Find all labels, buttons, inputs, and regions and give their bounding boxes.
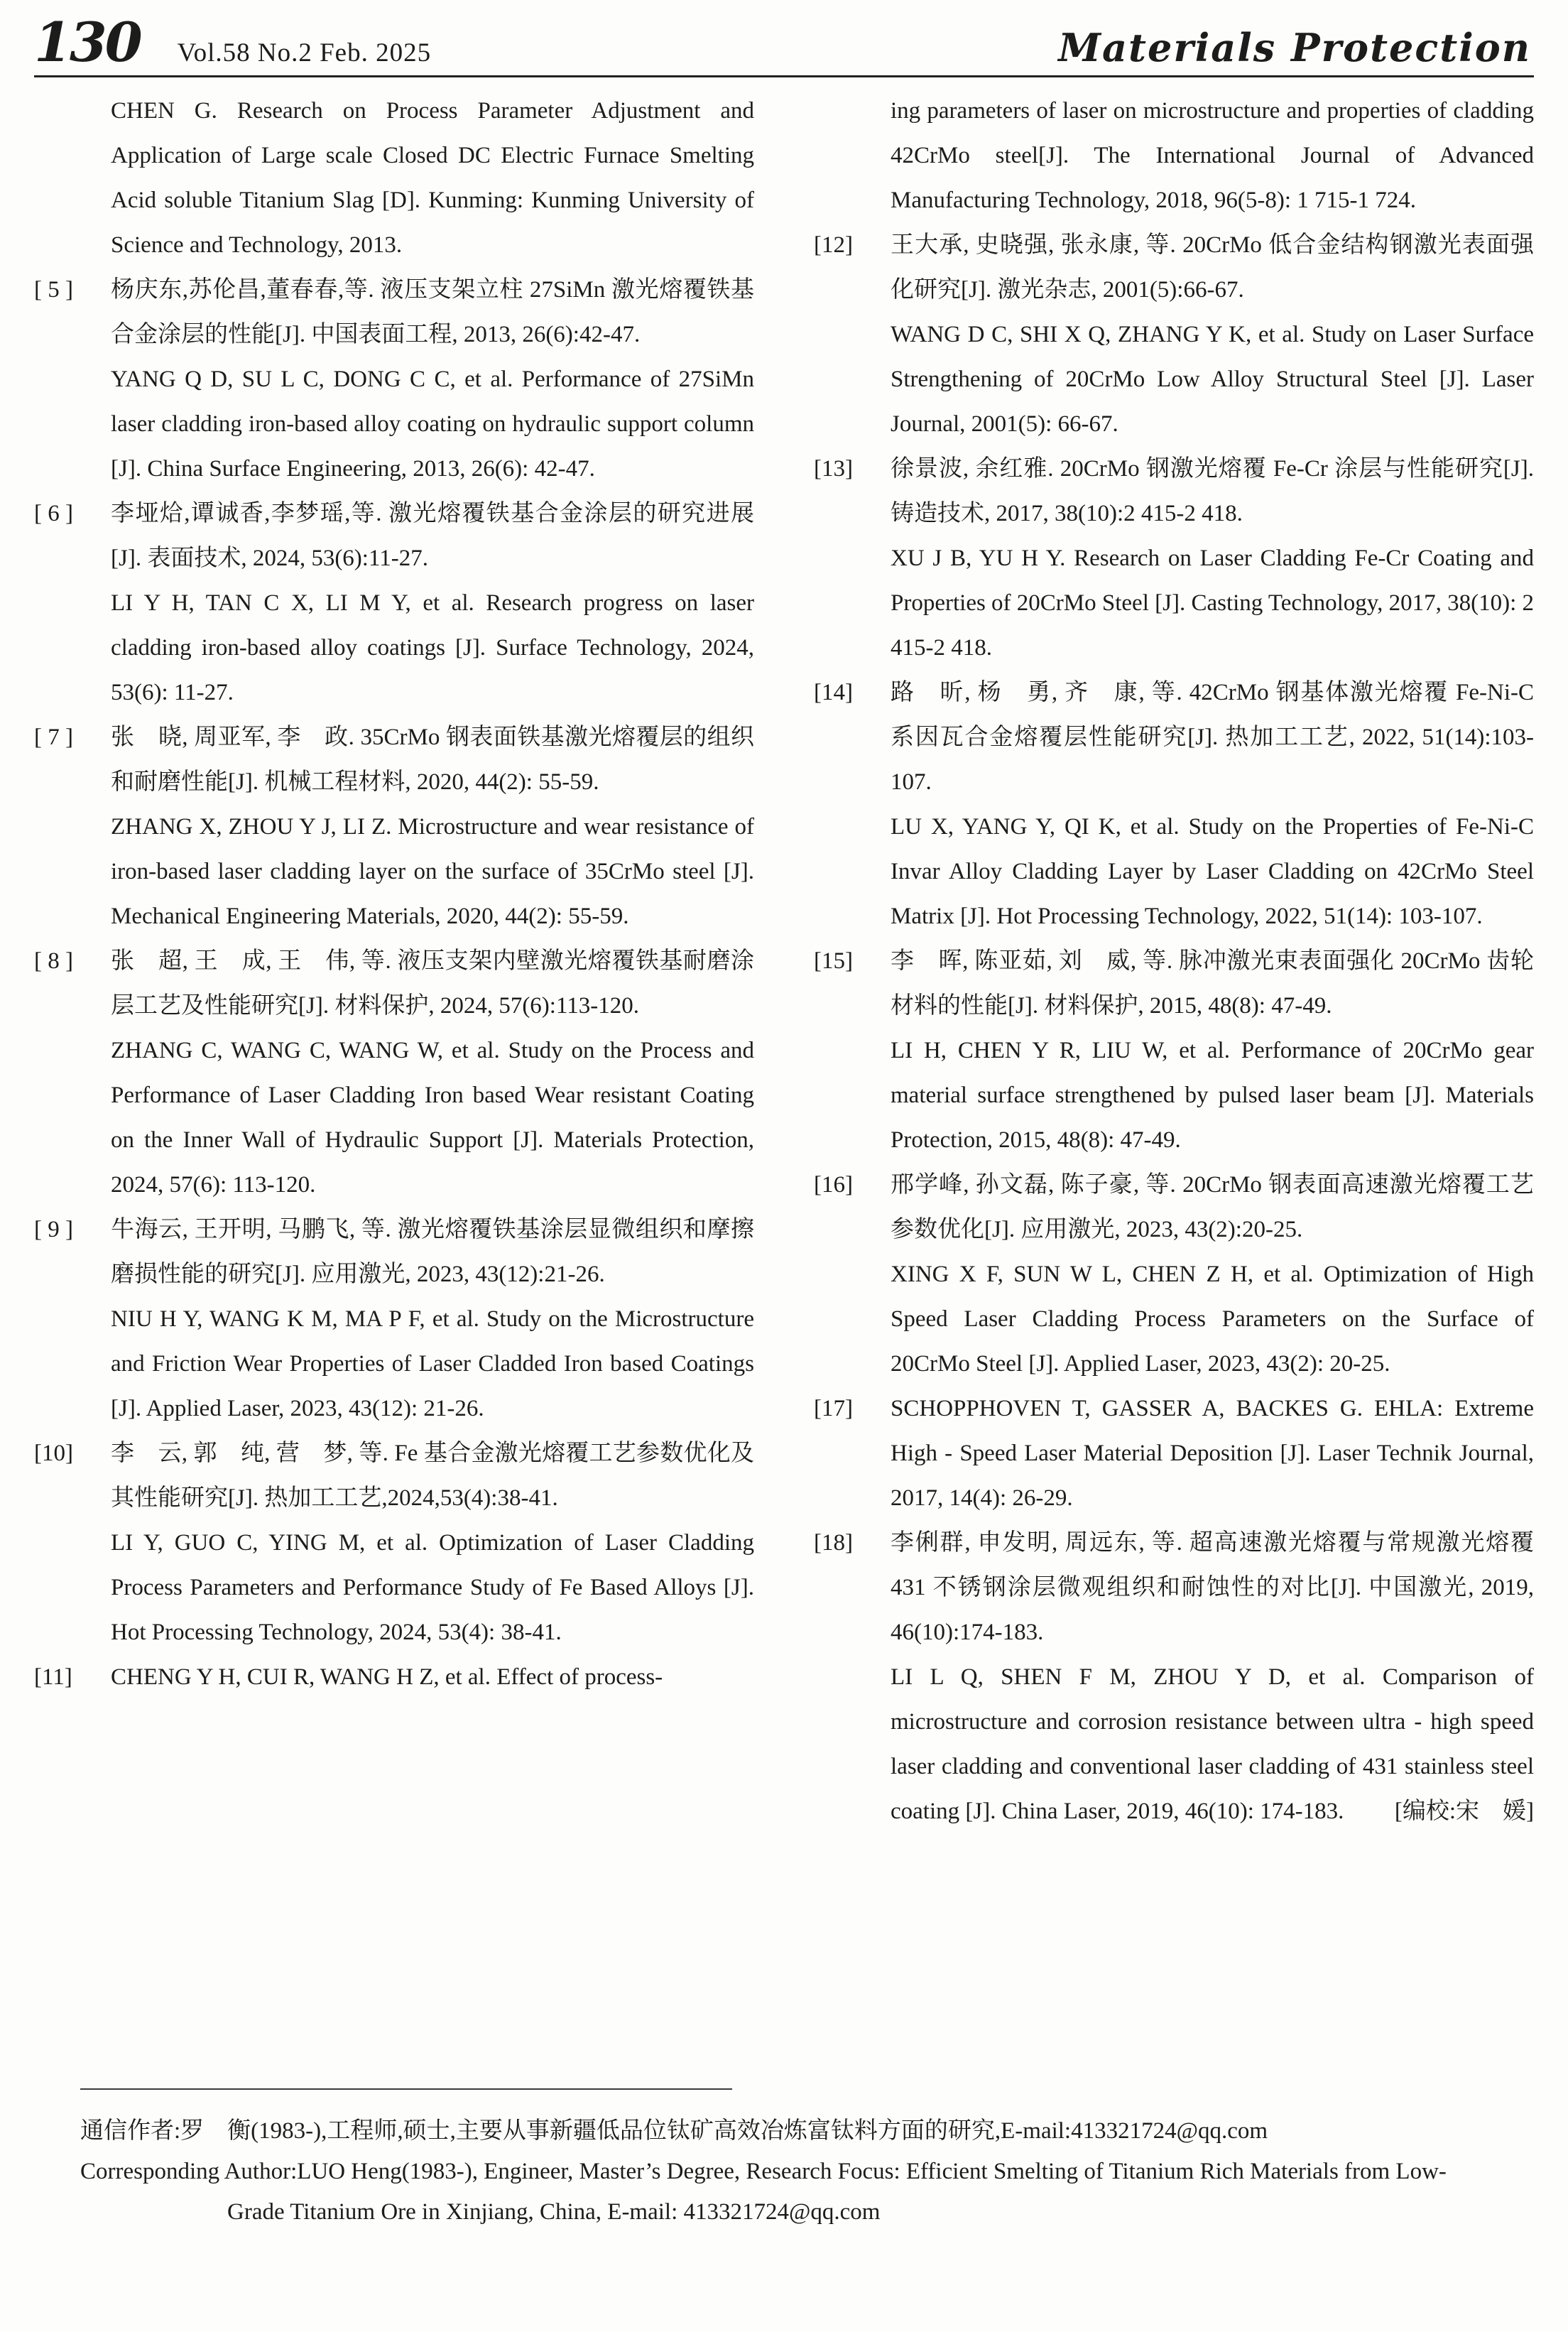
- reference-text: LI Y H, TAN C X, LI M Y, et al. Research progress on laser cladding iron-based alloy coatings [J]. Surface Technology, 2024, 53(6): 11-27.: [111, 590, 754, 705]
- reference-body: [111, 939, 754, 1029]
- page-number: 130: [34, 11, 141, 74]
- reference-text: LI L Q, SHEN F M, ZHOU Y D, et al. Comparison of microstructure and corrosion resistance between ultra - high speed laser cladding and conventional laser cladding of 431 stainless steel coating [J]. China Laser, 2019, 46(10): 174-183.: [891, 1664, 1534, 1824]
- reference-entry: [814, 1521, 1534, 1655]
- reference-text: YANG Q D, SU L C, DONG C C, et al. Performance of 27SiMn laser cladding iron-based alloy coating on hydraulic support column [J]. China Surface Engineering, 2013, 26(6): 42-47.: [111, 367, 754, 482]
- reference-text: 杨庆东,苏伦昌,董春春,等. 液压支架立柱 27SiMn 激光熔覆铁基合金涂层的性能[J]. 中国表面工程, 2013, 26(6):42-47.: [111, 277, 754, 347]
- reference-number: [18]: [814, 1530, 853, 1556]
- reference-entry: [814, 1163, 1534, 1252]
- reference-text: CHENG Y H, CUI R, WANG H Z, et al. Effect of process-: [111, 1664, 663, 1690]
- reference-body: [891, 671, 1534, 805]
- reference-body: [891, 1029, 1534, 1163]
- reference-body: [111, 1655, 754, 1700]
- reference-text: LU X, YANG Y, QI K, et al. Study on the Properties of Fe-Ni-C Invar Alloy Cladding Layer by Laser Cladding on 42CrMo Steel Matrix [J]. Hot Processing Technology, 2022, 51(14): 103-107.: [891, 814, 1534, 929]
- reference-body: [891, 1252, 1534, 1387]
- reference-text: 李 云, 郭 纯, 营 梦, 等. Fe 基合金激光熔覆工艺参数优化及其性能研究[J]. 热加工工艺,2024,53(4):38-41.: [111, 1441, 754, 1511]
- reference-body: [111, 715, 754, 805]
- reference-entry: [814, 671, 1534, 805]
- reference-text: 张 超, 王 成, 王 伟, 等. 液压支架内壁激光熔覆铁基耐磨涂层工艺及性能研究[J]. 材料保护, 2024, 57(6):113-120.: [111, 948, 754, 1019]
- reference-text: 张 晓, 周亚军, 李 政. 35CrMo 钢表面铁基激光熔覆层的组织和耐磨性能[J]. 机械工程材料, 2020, 44(2): 55-59.: [111, 725, 754, 795]
- reference-number: [ 9 ]: [34, 1217, 73, 1242]
- reference-body: [891, 313, 1534, 447]
- reference-body: [891, 447, 1534, 536]
- reference-entry: [34, 581, 754, 715]
- reference-number: [14]: [814, 680, 853, 705]
- reference-entry: [34, 1521, 754, 1655]
- reference-body: [891, 805, 1534, 939]
- reference-entry: [34, 1208, 754, 1297]
- reference-number: [ 8 ]: [34, 948, 73, 974]
- reference-text: ZHANG X, ZHOU Y J, LI Z. Microstructure and wear resistance of iron-based laser cladding layer on the surface of 35CrMo steel [J]. Mechanical Engineering Materials, 2020, 44(2): 55-59.: [111, 814, 754, 929]
- references-section: [34, 89, 1534, 1834]
- reference-entry: [814, 1252, 1534, 1387]
- reference-number: [12]: [814, 232, 853, 258]
- reference-entry: [814, 223, 1534, 313]
- reference-entry: [34, 939, 754, 1029]
- reference-number: [17]: [814, 1396, 853, 1421]
- page-header: [34, 11, 1534, 75]
- reference-text: 牛海云, 王开明, 马鹏飞, 等. 激光熔覆铁基涂层显微组织和摩擦磨损性能的研究[J]. 应用激光, 2023, 43(12):21-26.: [111, 1217, 754, 1287]
- reference-text: ing parameters of laser on microstructure and properties of cladding 42CrMo steel[J]. The International Journal of Advanced Manufacturing Technology, 2018, 96(5-8): 1 715-1 724.: [891, 98, 1534, 213]
- reference-body: [111, 805, 754, 939]
- reference-text: 邢学峰, 孙文磊, 陈子豪, 等. 20CrMo 钢表面高速激光熔覆工艺参数优化[J]. 应用激光, 2023, 43(2):20-25.: [891, 1172, 1534, 1242]
- page-footer: [80, 2088, 1484, 2233]
- reference-body: [111, 357, 754, 492]
- references-left-column: [34, 89, 754, 1834]
- reference-text: LI H, CHEN Y R, LIU W, et al. Performance of 20CrMo gear material surface strengthened by pulsed laser beam [J]. Materials Protection, 2015, 48(8): 47-49.: [891, 1038, 1534, 1153]
- references-right-column: [814, 89, 1534, 1834]
- reference-text: XING X F, SUN W L, CHEN Z H, et al. Optimization of High Speed Laser Cladding Process Parameters on the Surface of 20CrMo Steel [J]. Applied Laser, 2023, 43(2): 20-25.: [891, 1262, 1534, 1377]
- reference-number: [ 5 ]: [34, 277, 73, 303]
- reference-entry: [814, 536, 1534, 671]
- reference-number: [ 6 ]: [34, 501, 73, 526]
- corresponding-author-cn: 通信作者:罗 衡(1983-),工程师,硕士,主要从事新疆低品位钛矿高效冶炼富钛料方面的研究,E-mail:413321724@qq.com: [80, 2118, 1268, 2144]
- reference-entry: [34, 89, 754, 268]
- reference-number: [10]: [34, 1441, 73, 1466]
- reference-number: [11]: [34, 1664, 72, 1690]
- reference-entry: [34, 715, 754, 805]
- reference-text: 王大承, 史晓强, 张永康, 等. 20CrMo 低合金结构钢激光表面强化研究[J]. 激光杂志, 2001(5):66-67.: [891, 232, 1534, 303]
- reference-body: [111, 492, 754, 581]
- reference-entry: [814, 89, 1534, 223]
- reference-entry: [34, 268, 754, 357]
- reference-body: [111, 1521, 754, 1655]
- reference-number: [13]: [814, 456, 853, 482]
- reference-body: [891, 223, 1534, 313]
- reference-entry: [814, 939, 1534, 1029]
- reference-text: CHEN G. Research on Process Parameter Adjustment and Application of Large scale Closed DC Electric Furnace Smelting Acid soluble Titanium Slag [D]. Kunming: Kunming University of Science and Technology, 2013.: [111, 98, 754, 258]
- reference-entry: [814, 1387, 1534, 1521]
- reference-text: SCHOPPHOVEN T, GASSER A, BACKES G. EHLA: Extreme High - Speed Laser Material Deposition [J]. Laser Technik Journal, 2017, 14(4): 26-29.: [891, 1396, 1534, 1511]
- issue-info: Vol.58 No.2 Feb. 2025: [177, 38, 432, 67]
- reference-body: [891, 536, 1534, 671]
- reference-entry: [814, 313, 1534, 447]
- reference-body: [111, 268, 754, 357]
- corresponding-author-en: Corresponding Author:LUO Heng(1983-), Engineer, Master’s Degree, Research Focus: Efficient Smelting of Titanium Rich Materials from Low-Grade Titanium Ore in Xinjiang, China, E-mail: 413321724@qq.com: [80, 2159, 1447, 2225]
- journal-name: Materials Protection: [1058, 25, 1531, 70]
- reference-text: WANG D C, SHI X Q, ZHANG Y K, et al. Study on Laser Surface Strengthening of 20CrMo Low Alloy Structural Steel [J]. Laser Journal, 2001(5): 66-67.: [891, 322, 1534, 437]
- reference-entry: [34, 357, 754, 492]
- reference-number: [15]: [814, 948, 853, 974]
- editor-note: [编校:宋 媛]: [1394, 1799, 1534, 1824]
- reference-text: 路 昕, 杨 勇, 齐 康, 等. 42CrMo 钢基体激光熔覆 Fe-Ni-C 系因瓦合金熔覆层性能研究[J]. 热加工工艺, 2022, 51(14):103-107.: [891, 680, 1534, 795]
- reference-entry: [34, 1655, 754, 1700]
- reference-body: [891, 1655, 1534, 1834]
- reference-entry: [814, 1655, 1534, 1834]
- reference-body: [891, 1163, 1534, 1252]
- reference-entry: [814, 447, 1534, 536]
- reference-entry: [814, 805, 1534, 939]
- reference-body: [111, 89, 754, 268]
- header-rule: [34, 75, 1534, 77]
- reference-body: [891, 1521, 1534, 1655]
- reference-text: ZHANG C, WANG C, WANG W, et al. Study on the Process and Performance of Laser Cladding Iron based Wear resistant Coating on the Inner Wall of Hydraulic Support [J]. Materials Protection, 2024, 57(6): 113-120.: [111, 1038, 754, 1198]
- reference-entry: [814, 1029, 1534, 1163]
- reference-body: [111, 1029, 754, 1208]
- header-left: [34, 11, 432, 74]
- reference-text: 徐景波, 余红雅. 20CrMo 钢激光熔覆 Fe-Cr 涂层与性能研究[J]. 铸造技术, 2017, 38(10):2 415-2 418.: [891, 456, 1534, 526]
- reference-body: [891, 939, 1534, 1029]
- reference-text: XU J B, YU H Y. Research on Laser Cladding Fe-Cr Coating and Properties of 20CrMo Steel [J]. Casting Technology, 2017, 38(10): 2 415-2 418.: [891, 546, 1535, 661]
- reference-text: NIU H Y, WANG K M, MA P F, et al. Study on the Microstructure and Friction Wear Properties of Laser Cladded Iron based Coatings [J]. Applied Laser, 2023, 43(12): 21-26.: [111, 1306, 754, 1421]
- reference-text: 李垭烚,谭诚香,李梦瑶,等. 激光熔覆铁基合金涂层的研究进展[J]. 表面技术, 2024, 53(6):11-27.: [111, 501, 754, 571]
- reference-body: [111, 581, 754, 715]
- reference-body: [111, 1297, 754, 1431]
- reference-entry: [34, 1431, 754, 1521]
- footnote-separator-rule: [80, 2088, 732, 2090]
- reference-entry: [34, 1029, 754, 1208]
- reference-text: LI Y, GUO C, YING M, et al. Optimization of Laser Cladding Process Parameters and Performance Study of Fe Based Alloys [J]. Hot Processing Technology, 2024, 53(4): 38-41.: [111, 1530, 754, 1645]
- reference-body: [891, 1387, 1534, 1521]
- reference-entry: [34, 805, 754, 939]
- reference-text: 李 晖, 陈亚茹, 刘 威, 等. 脉冲激光束表面强化 20CrMo 齿轮材料的性能[J]. 材料保护, 2015, 48(8): 47-49.: [891, 948, 1534, 1019]
- reference-body: [111, 1208, 754, 1297]
- reference-number: [16]: [814, 1172, 853, 1198]
- reference-body: [111, 1431, 754, 1521]
- reference-entry: [34, 1297, 754, 1431]
- reference-text: 李俐群, 申发明, 周远东, 等. 超高速激光熔覆与常规激光熔覆 431 不锈钢涂层微观组织和耐蚀性的对比[J]. 中国激光, 2019, 46(10):174-183.: [891, 1530, 1534, 1645]
- reference-body: [891, 89, 1534, 223]
- reference-number: [ 7 ]: [34, 725, 73, 750]
- reference-entry: [34, 492, 754, 581]
